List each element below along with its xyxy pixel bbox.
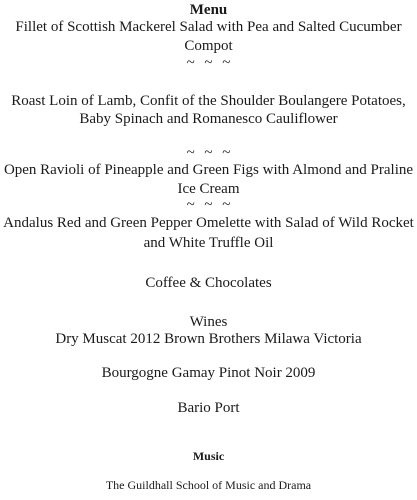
course-separator: ~ ~ ~ [186, 197, 231, 213]
course-2-line-1: Roast Loin of Lamb, Confit of the Shoulder Boulangere Potatoes, [11, 93, 406, 109]
wine-item: Dry Muscat 2012 Brown Brothers Milawa Victoria [55, 331, 362, 347]
course-3-line-1: Open Ravioli of Pineapple and Green Figs with Almond and Praline [3, 162, 414, 178]
coffee-course: Coffee & Chocolates [145, 275, 272, 291]
menu-heading: Menu [189, 2, 228, 18]
course-3-line-2: Ice Cream [177, 181, 240, 197]
music-heading: Music [192, 449, 225, 463]
music-performer: The Guildhall School of Music and Drama [105, 478, 312, 492]
course-1-line-1: Fillet of Scottish Mackerel Salad with Pea and Salted Cucumber [15, 19, 402, 35]
wine-item: Bario Port [177, 400, 240, 416]
course-2-line-2: Baby Spinach and Romanesco Cauliflower [79, 111, 338, 127]
wines-heading: Wines [189, 314, 228, 330]
course-separator: ~ ~ ~ [186, 55, 231, 71]
course-separator: ~ ~ ~ [186, 145, 231, 161]
course-4-line-1: Andalus Red and Green Pepper Omelette with Salad of Wild Rocket [3, 215, 414, 231]
course-4-line-2: and White Truffle Oil [143, 235, 274, 251]
wine-item: Bourgogne Gamay Pinot Noir 2009 [101, 365, 316, 381]
course-1-line-2: Compot [184, 38, 233, 54]
